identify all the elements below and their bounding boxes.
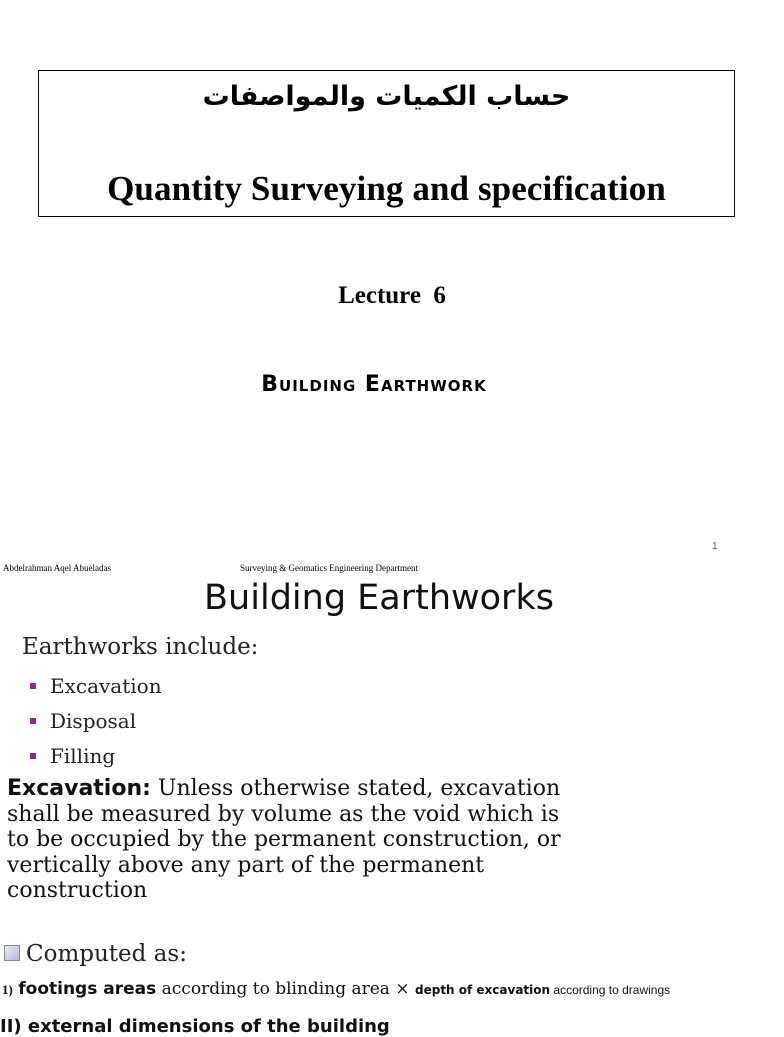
depth-term: depth of excavation (415, 983, 551, 997)
footing-term: footings areas (18, 979, 157, 999)
list-item-label: Disposal (50, 709, 137, 733)
slide-title: Building Earthworks (204, 578, 554, 618)
square-bullet-icon (30, 753, 36, 759)
list-item (30, 744, 115, 768)
slide-header-department: Surveying & Geomatics Engineering Department (240, 563, 418, 573)
computed-as-label: Computed as: (26, 941, 187, 967)
footing-formula (2, 979, 670, 999)
list-item-label: Excavation (50, 674, 162, 698)
page-number: 1 (712, 541, 718, 552)
excavation-label: Excavation: (7, 776, 151, 801)
arabic-title: حساب الكميات والمواصفات (202, 81, 571, 112)
slide-header-author: Abdelrahman Aqel Abueladas (3, 563, 111, 573)
computed-as-row (4, 941, 187, 967)
section-heading: Building Earthwork (261, 372, 487, 397)
footing-text-2: according to drawings (550, 983, 671, 997)
footing-text-1: according to blinding area × (156, 979, 415, 999)
cutoff-text-line: II) external dimensions of the building (0, 1016, 390, 1037)
lecture-number: Lecture 6 (338, 282, 446, 309)
square-bullet-icon (30, 683, 36, 689)
excavation-text: Unless otherwise stated, excavation shall be measured by volume as the void which is to be occupied by the permanent construction, or vertically above any part of the permanent construction (7, 776, 561, 903)
english-title: Quantity Surveying and specification (107, 169, 666, 208)
square-bullet-icon (30, 718, 36, 724)
picture-bullet-icon (4, 945, 20, 961)
title-box (38, 70, 735, 217)
list-item-label: Filling (50, 744, 116, 768)
earthworks-intro: Earthworks include: (22, 634, 259, 660)
list-item (30, 674, 162, 698)
item-number: 1) (2, 982, 13, 997)
list-item (30, 709, 136, 733)
excavation-definition (7, 776, 567, 904)
